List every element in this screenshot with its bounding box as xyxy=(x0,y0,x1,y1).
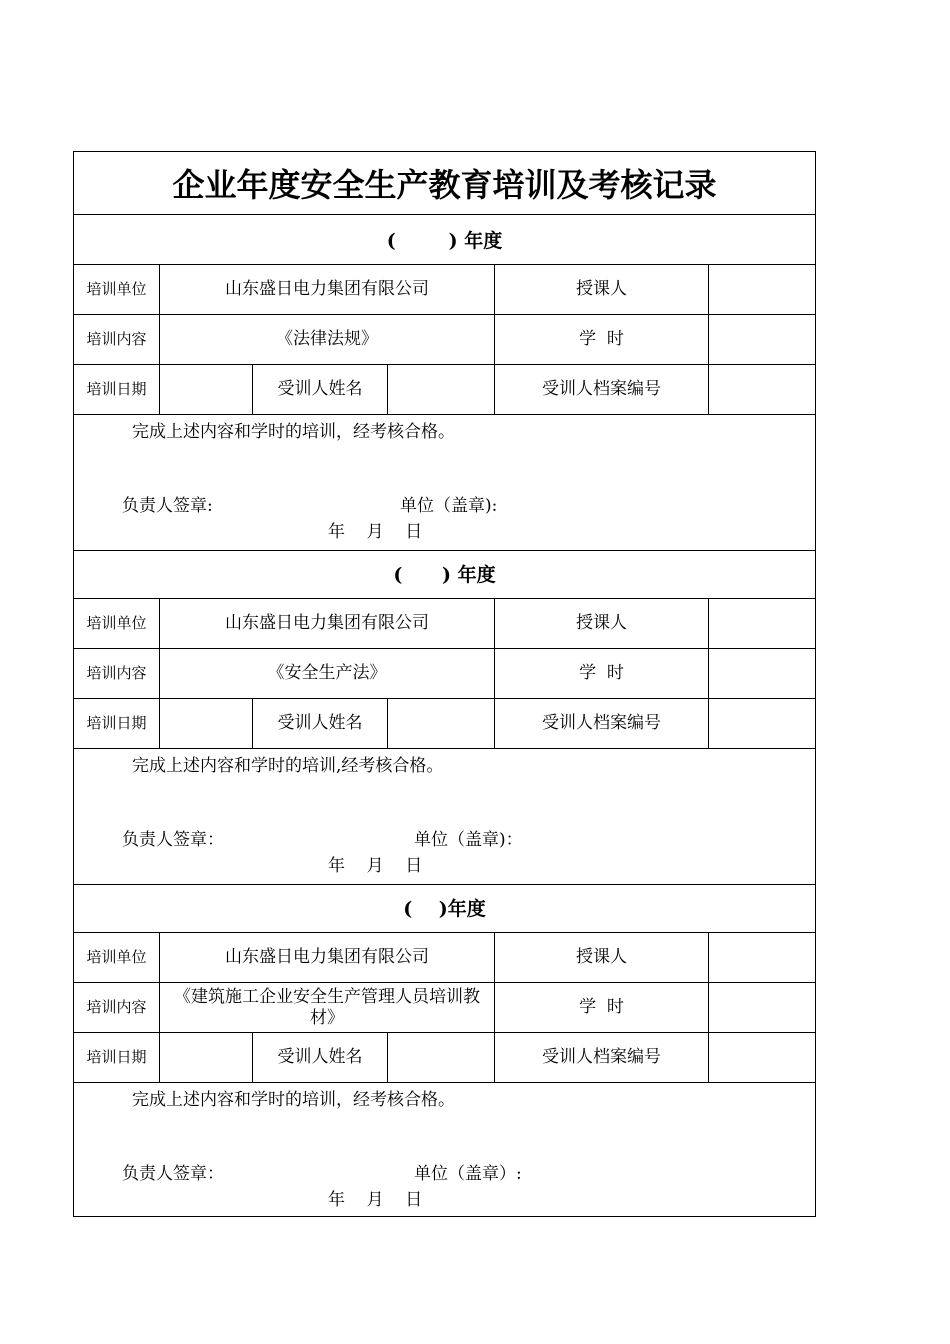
seal-label: 单位（盖章）: xyxy=(414,1164,522,1184)
signer-label: 负责人签章： xyxy=(122,1164,224,1184)
value-trainer[interactable] xyxy=(709,265,815,314)
value-training-date[interactable] xyxy=(160,365,253,414)
row-date xyxy=(74,365,815,415)
value-training-content: 《安全生产法》 xyxy=(160,649,495,698)
value-training-unit: 山东盛日电力集团有限公司 xyxy=(160,599,495,648)
date-line: 年 月 日 xyxy=(328,856,423,876)
label-trainee-name: 受训人姓名 xyxy=(253,699,388,748)
label-training-date: 培训日期 xyxy=(74,1033,160,1082)
row-content xyxy=(74,315,815,365)
assessment-note xyxy=(74,749,815,885)
label-archive-number: 受训人档案编号 xyxy=(495,699,709,748)
label-trainee-name: 受训人姓名 xyxy=(253,1033,388,1082)
label-training-unit: 培训单位 xyxy=(74,265,160,314)
value-trainee-name[interactable] xyxy=(388,365,495,414)
value-hours[interactable] xyxy=(709,983,815,1032)
assessment-note xyxy=(74,1083,815,1218)
row-unit xyxy=(74,265,815,315)
form-title: 企业年度安全生产教育培训及考核记录 xyxy=(74,152,815,215)
value-archive-number[interactable] xyxy=(709,365,815,414)
label-training-date: 培训日期 xyxy=(74,365,160,414)
label-hours: 学 时 xyxy=(495,649,709,698)
row-unit xyxy=(74,933,815,983)
value-archive-number[interactable] xyxy=(709,699,815,748)
label-archive-number: 受训人档案编号 xyxy=(495,1033,709,1082)
label-trainer: 授课人 xyxy=(495,933,709,982)
label-hours: 学 时 xyxy=(495,315,709,364)
year-heading: ( ) 年度 xyxy=(74,214,815,265)
value-hours[interactable] xyxy=(709,649,815,698)
label-training-unit: 培训单位 xyxy=(74,933,160,982)
value-training-unit: 山东盛日电力集团有限公司 xyxy=(160,933,495,982)
label-training-date: 培训日期 xyxy=(74,699,160,748)
value-training-content: 《法律法规》 xyxy=(160,315,495,364)
label-training-content: 培训内容 xyxy=(74,649,160,698)
completion-statement: 完成上述内容和学时的培训，经考核合格。 xyxy=(132,1090,455,1110)
label-trainer: 授课人 xyxy=(495,599,709,648)
label-hours: 学 时 xyxy=(495,983,709,1032)
signer-label: 负责人签章: xyxy=(122,496,213,516)
row-date xyxy=(74,699,815,749)
label-archive-number: 受训人档案编号 xyxy=(495,365,709,414)
value-hours[interactable] xyxy=(709,315,815,364)
value-trainer[interactable] xyxy=(709,933,815,982)
label-training-content: 培训内容 xyxy=(74,983,160,1032)
value-training-date[interactable] xyxy=(160,699,253,748)
value-trainee-name[interactable] xyxy=(388,1033,495,1082)
date-line: 年 月 日 xyxy=(328,1190,423,1210)
row-content xyxy=(74,649,815,699)
completion-statement: 完成上述内容和学时的培训，经考核合格。 xyxy=(132,422,455,442)
seal-label: 单位（盖章): xyxy=(400,496,498,516)
date-line: 年 月 日 xyxy=(328,522,423,542)
value-training-content: 《建筑施工企业安全生产管理人员培训教材》 xyxy=(160,983,495,1032)
signer-label: 负责人签章： xyxy=(122,830,224,850)
value-archive-number[interactable] xyxy=(709,1033,815,1082)
label-trainer: 授课人 xyxy=(495,265,709,314)
value-training-date[interactable] xyxy=(160,1033,253,1082)
row-unit xyxy=(74,599,815,649)
assessment-note xyxy=(74,415,815,551)
label-trainee-name: 受训人姓名 xyxy=(253,365,388,414)
value-trainer[interactable] xyxy=(709,599,815,648)
year-heading: ( )年度 xyxy=(74,882,815,933)
label-training-content: 培训内容 xyxy=(74,315,160,364)
year-heading: ( ) 年度 xyxy=(74,548,815,599)
row-date xyxy=(74,1033,815,1083)
row-content xyxy=(74,983,815,1033)
seal-label: 单位（盖章)： xyxy=(414,830,523,850)
completion-statement: 完成上述内容和学时的培训,经考核合格。 xyxy=(132,756,444,776)
training-record-form xyxy=(73,151,816,1217)
value-training-unit: 山东盛日电力集团有限公司 xyxy=(160,265,495,314)
label-training-unit: 培训单位 xyxy=(74,599,160,648)
value-trainee-name[interactable] xyxy=(388,699,495,748)
